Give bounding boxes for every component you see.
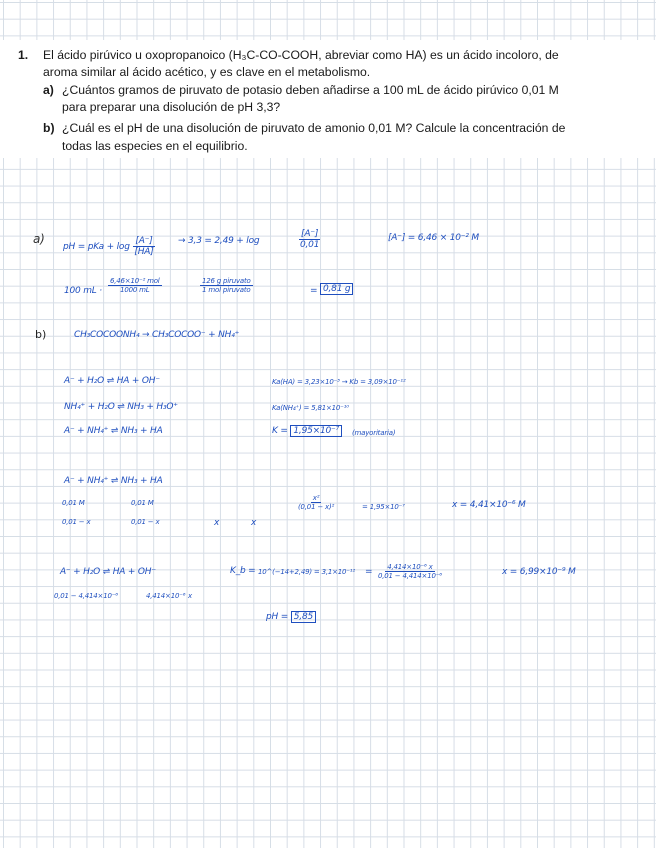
hw-a-conv-result: 0,81 g (320, 283, 353, 295)
hw-ice-row1-a: 0,01 M (62, 499, 85, 507)
hw-r3-k-label: K = (272, 426, 288, 436)
hw-a-equation (63, 236, 156, 257)
hw-ice-row2-b: 0,01 − x (131, 518, 160, 526)
part-b-line1: ¿Cuál es el pH de una disolución de piruvato de amonio 0,01 M? Calcule la concentración de (62, 121, 566, 135)
hw-a-conv-frac2 (200, 277, 253, 294)
hw-ph-result (266, 612, 316, 622)
hw-a-frac2 (298, 229, 321, 250)
hw-a-frac1 (132, 236, 155, 257)
hw-b-label: b) (35, 328, 47, 341)
hw-ice-x: x = 4,41×10⁻⁶ M (452, 500, 526, 510)
hw-a-conv-f1-den: 1000 mL (120, 286, 150, 294)
hw-ice-frac (296, 494, 336, 511)
part-b-label: b) (43, 121, 55, 135)
hw-reaction-3: A⁻ + NH₄⁺ ⇌ NH₃ + HA (64, 426, 163, 436)
part-a-line1: ¿Cuántos gramos de piruvato de potasio deben añadirse a 100 mL de ácido pirúvico 0,01 M (62, 83, 559, 97)
hw-ice-row1-b: 0,01 M (131, 499, 154, 507)
hw-hyd-frac-num: 4,414×10⁻⁶ x (387, 563, 433, 571)
hw-a-result: [A⁻] = 6,46 × 10⁻² M (388, 233, 479, 243)
hw-reaction-1-k: Ka(HA) = 3,23×10⁻³ → Kb = 3,09×10⁻¹² (272, 378, 406, 386)
hw-a-conv-eq: = (310, 286, 318, 296)
hw-hyd-kb-label: K_b = (230, 566, 256, 576)
hw-reaction-3-note: (mayoritaria) (352, 429, 396, 437)
question-intro-line2: aroma similar al ácido acético, y es clave en el metabolismo. (43, 65, 371, 79)
hw-a-conv-frac1 (108, 277, 162, 294)
hw-a-conv-f2-den: 1 mol piruvato (202, 286, 251, 294)
hw-reaction-2: NH₄⁺ + H₂O ⇌ NH₃ + H₃O⁺ (64, 402, 178, 412)
question-intro-line1: El ácido pirúvico u oxopropanoico (H₃C-CO-COOH, abreviar como HA) es un ácido incoloro, de (43, 48, 559, 62)
hw-ice-eq-rhs: = 1,95×10⁻⁷ (362, 503, 405, 511)
hw-b-dissociation: CH₃COCOONH₄ → CH₃COCOO⁻ + NH₄⁺ (74, 330, 240, 340)
hw-a-frac1-den: [HA] (134, 247, 154, 257)
hw-ph-label: pH = (266, 612, 289, 622)
hw-hyd-frac (376, 563, 444, 580)
hw-hyd-eq2: = (365, 567, 373, 577)
hw-hyd-row-c: x (188, 592, 192, 600)
part-a-line2: para preparar una disolución de pH 3,3? (62, 100, 281, 114)
hw-a-eq-lhs: pH = pKa + log (63, 242, 130, 252)
hw-a-label: a) (33, 232, 45, 246)
hw-reaction-2-k: Ka(NH₄⁺) = 5,81×10⁻¹⁰ (272, 404, 349, 412)
hw-r3-k-value: 1,95×10⁻⁷ (290, 425, 342, 437)
hw-ice-row2-d: x (251, 518, 257, 528)
hw-ph-value: 5,85 (291, 611, 316, 623)
hw-a-frac2-den: 0,01 (300, 240, 320, 250)
hw-ice-row2-c: x (214, 518, 220, 528)
hw-hyd-x: x = 6,99×10⁻⁹ M (502, 567, 576, 577)
hw-hydrolysis-eq: A⁻ + H₂O ⇌ HA + OH⁻ (60, 567, 156, 577)
part-a-label: a) (43, 83, 54, 97)
hw-a-conv-f1-num: 6,46×10⁻² mol (110, 277, 160, 285)
hw-hyd-row-b: 4,414×10⁻⁶ (146, 592, 186, 600)
hw-ice-frac-den: (0,01 − x)² (298, 503, 335, 511)
hw-hyd-frac-den: 0,01 − 4,414×10⁻⁶ (378, 572, 442, 580)
hw-ice-header: A⁻ + NH₄⁺ ⇌ NH₃ + HA (64, 476, 163, 486)
hw-a-frac2-num: [A⁻] (301, 229, 319, 239)
hw-a-equation-mid (178, 236, 259, 246)
hw-ice-row2-a: 0,01 − x (62, 518, 91, 526)
part-b-line2: todas las especies en el equilibrio. (62, 139, 248, 153)
hw-hyd-kb: 10^(−14+2,49) = 3,1×10⁻¹² (258, 568, 355, 576)
hw-a-conv-f2-num: 126 g piruvato (202, 277, 251, 285)
hw-ice-frac-num: x² (312, 494, 320, 502)
hw-reaction-1: A⁻ + H₂O ⇌ HA + OH⁻ (64, 376, 160, 386)
hw-a-frac1-num: [A⁻] (135, 236, 153, 246)
hw-a-conv-start: 100 mL · (64, 286, 102, 296)
hw-a-eq-mid: → 3,3 = 2,49 + log (178, 236, 260, 246)
question-number: 1. (18, 48, 29, 62)
hw-reaction-3-k (272, 426, 342, 436)
hw-hyd-row-a: 0,01 − 4,414×10⁻⁶ (54, 592, 118, 600)
hw-a-conv-result-wrap (320, 284, 353, 294)
